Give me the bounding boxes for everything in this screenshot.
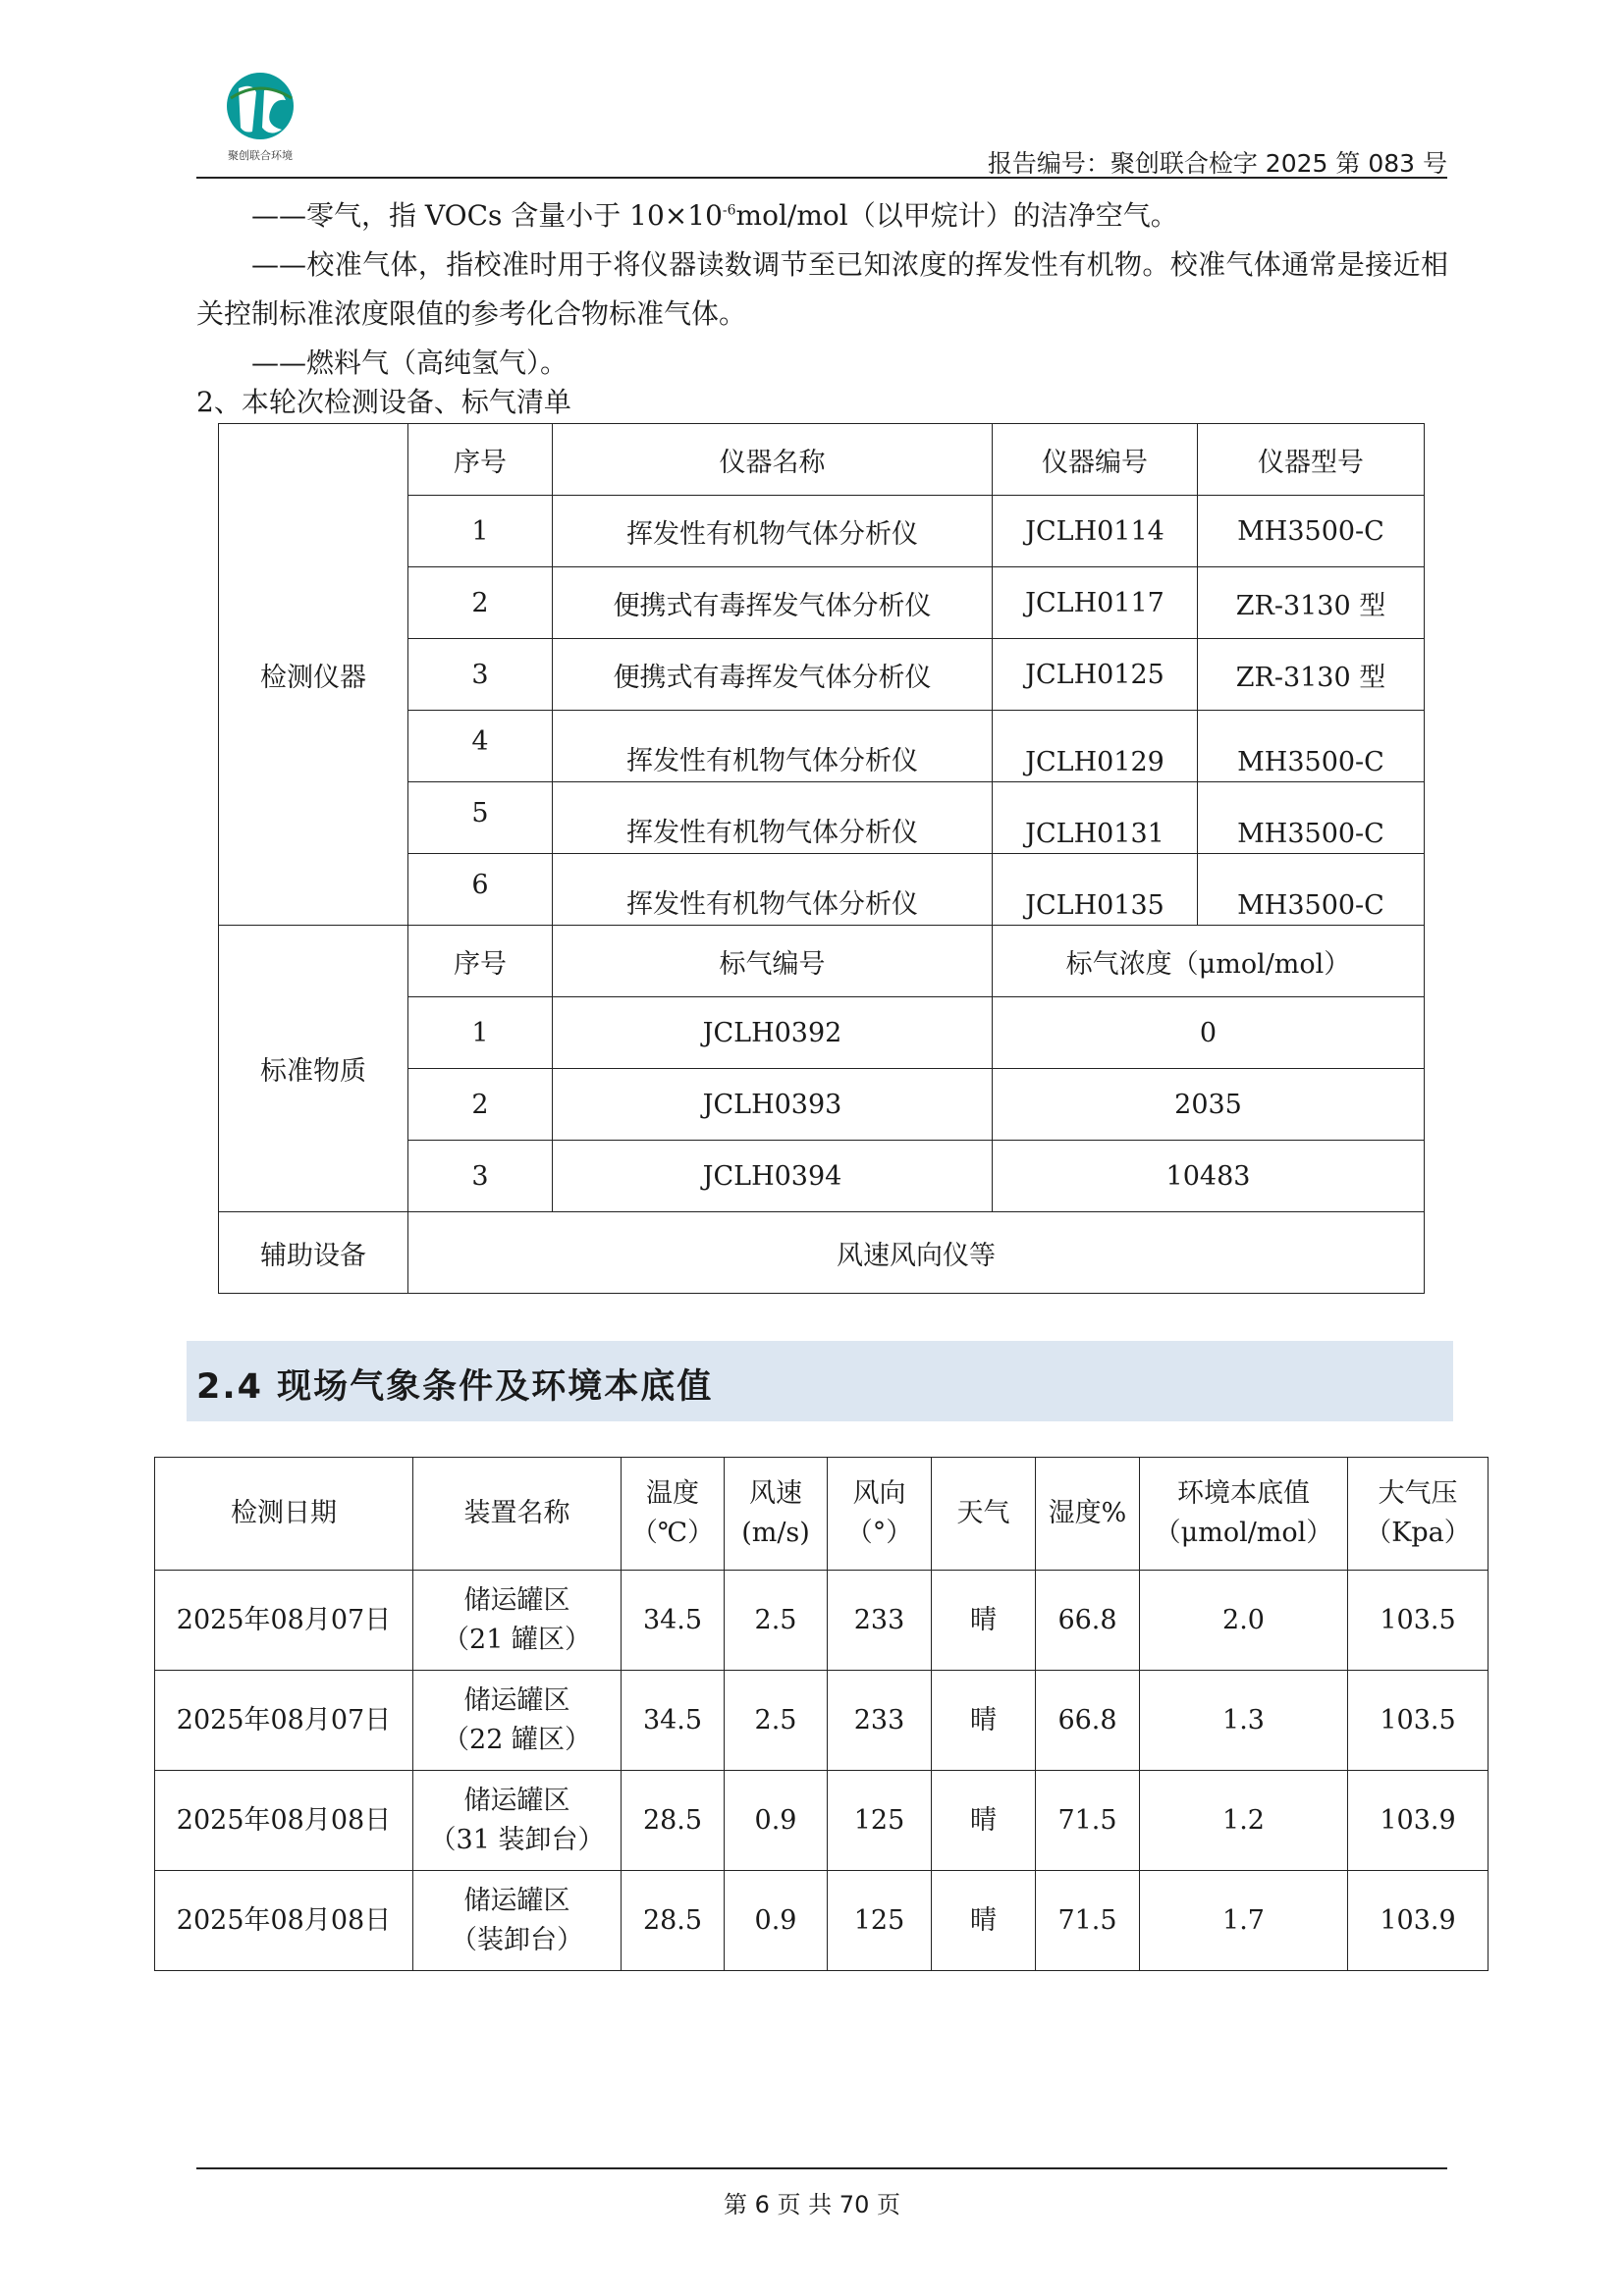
table-cell: 2.0 xyxy=(1140,1571,1348,1671)
table-cell: 6 xyxy=(408,854,553,926)
table-cell: 71.5 xyxy=(1036,1771,1140,1871)
header-cell: 检测日期 xyxy=(155,1458,413,1571)
svg-text:聚创联合环境: 聚创联合环境 xyxy=(228,149,293,162)
table-cell: 挥发性有机物气体分析仪 xyxy=(553,711,993,782)
table-row xyxy=(155,1671,1489,1771)
table-cell: 125 xyxy=(828,1771,932,1871)
header-cell: 温度 （℃） xyxy=(622,1458,725,1571)
table-cell: 71.5 xyxy=(1036,1871,1140,1971)
section-24-title: 2.4 现场气象条件及环境本底值 xyxy=(196,1367,714,1407)
table-cell: 125 xyxy=(828,1871,932,1971)
table-cell: MH3500-C xyxy=(1198,496,1425,567)
logo-mark-icon xyxy=(201,69,319,167)
page-number: 第 6 页 共 70 页 xyxy=(724,2191,900,2218)
table-cell: JCLH0135 xyxy=(993,854,1198,926)
table-cell: 储运罐区 （21 罐区） xyxy=(413,1571,622,1671)
table-cell: 66.8 xyxy=(1036,1671,1140,1771)
table-cell: 储运罐区 （22 罐区） xyxy=(413,1671,622,1771)
standards-label: 标准物质 xyxy=(219,926,408,1212)
header-cell: 装置名称 xyxy=(413,1458,622,1571)
table-cell: 103.5 xyxy=(1348,1671,1489,1771)
table-cell: 66.8 xyxy=(1036,1571,1140,1671)
table-cell: 挥发性有机物气体分析仪 xyxy=(553,782,993,854)
instruments-label: 检测仪器 xyxy=(219,424,408,926)
table-row xyxy=(155,1871,1489,1971)
table-cell: 5 xyxy=(408,782,553,854)
table-cell: 2025年08月08日 xyxy=(155,1771,413,1871)
table-cell: 3 xyxy=(408,639,553,711)
table-cell: 34.5 xyxy=(622,1671,725,1771)
header-cell: 湿度% xyxy=(1036,1458,1140,1571)
footer-divider xyxy=(196,2167,1447,2169)
table-cell: 2 xyxy=(408,567,553,639)
table-cell: 1 xyxy=(408,997,553,1069)
table-cell: 晴 xyxy=(932,1571,1036,1671)
equipment-section-title: 2、本轮次检测设备、标气清单 xyxy=(196,386,571,418)
table-cell: JCLH0393 xyxy=(553,1069,993,1141)
table-cell: 晴 xyxy=(932,1771,1036,1871)
header-cell: 大气压 （Kpa） xyxy=(1348,1458,1489,1571)
table-cell: MH3500-C xyxy=(1198,782,1425,854)
table-cell: 2.5 xyxy=(725,1671,828,1771)
table-cell: 便携式有毒挥发气体分析仪 xyxy=(553,639,993,711)
fuel-gas-definition: ——燃料气（高纯氢气）。 xyxy=(251,347,568,379)
table-header-row xyxy=(155,1458,1489,1571)
table-cell: 2025年08月08日 xyxy=(155,1871,413,1971)
header-cell: 序号 xyxy=(408,424,553,496)
table-cell: 3 xyxy=(408,1141,553,1212)
table-cell: 2025年08月07日 xyxy=(155,1671,413,1771)
table-cell: 0.9 xyxy=(725,1771,828,1871)
table-cell: 10483 xyxy=(993,1141,1425,1212)
aux-value: 风速风向仪等 xyxy=(408,1212,1425,1294)
table-cell: 2 xyxy=(408,1069,553,1141)
table-cell: 34.5 xyxy=(622,1571,725,1671)
table-cell: ZR-3130 型 xyxy=(1198,567,1425,639)
table-cell: JCLH0125 xyxy=(993,639,1198,711)
table-cell: MH3500-C xyxy=(1198,854,1425,926)
table-cell: 1 xyxy=(408,496,553,567)
table-cell: MH3500-C xyxy=(1198,711,1425,782)
table-cell: 挥发性有机物气体分析仪 xyxy=(553,496,993,567)
definitions-block xyxy=(196,191,1448,388)
table-cell: 1.3 xyxy=(1140,1671,1348,1771)
table-cell: 2025年08月07日 xyxy=(155,1571,413,1671)
table-cell: JCLH0394 xyxy=(553,1141,993,1212)
table-cell: 便携式有毒挥发气体分析仪 xyxy=(553,567,993,639)
table-row xyxy=(155,1771,1489,1871)
table-cell: 103.9 xyxy=(1348,1771,1489,1871)
table-cell: JCLH0129 xyxy=(993,711,1198,782)
table-cell: JCLH0131 xyxy=(993,782,1198,854)
zero-gas-definition: ——零气，指 VOCs 含量小于 $10\times 10^{-6}mol/mol$（以甲烷计）的洁净空气。 xyxy=(251,199,1178,232)
table-cell: 233 xyxy=(828,1571,932,1671)
company-logo xyxy=(201,69,319,167)
equipment-table xyxy=(218,423,1425,1294)
calibration-gas-definition: ——校准气体，指校准时用于将仪器读数调节至已知浓度的挥发性有机物。校准气体通常是接近相关控制标准浓度限值的参考化合物标准气体。 xyxy=(196,248,1448,330)
table-row xyxy=(155,1571,1489,1671)
report-number: 报告编号：聚创联合检字 2025 第 083 号 xyxy=(987,149,1447,178)
header-cell: 标气编号 xyxy=(553,926,993,997)
table-cell: JCLH0117 xyxy=(993,567,1198,639)
table-cell: 2035 xyxy=(993,1069,1425,1141)
table-cell: 2.5 xyxy=(725,1571,828,1671)
table-cell: 挥发性有机物气体分析仪 xyxy=(553,854,993,926)
header-cell: 序号 xyxy=(408,926,553,997)
header-divider xyxy=(196,177,1447,179)
table-cell: 103.9 xyxy=(1348,1871,1489,1971)
table-cell: 晴 xyxy=(932,1871,1036,1971)
header-cell: 标气浓度（μmol/mol） xyxy=(993,926,1425,997)
table-cell: 储运罐区 （装卸台） xyxy=(413,1871,622,1971)
table-cell: 1.7 xyxy=(1140,1871,1348,1971)
table-cell: 0 xyxy=(993,997,1425,1069)
table-cell: 28.5 xyxy=(622,1871,725,1971)
table-cell: JCLH0114 xyxy=(993,496,1198,567)
weather-table xyxy=(154,1457,1489,1971)
header-cell: 仪器编号 xyxy=(993,424,1198,496)
header-cell: 天气 xyxy=(932,1458,1036,1571)
table-cell: 1.2 xyxy=(1140,1771,1348,1871)
table-cell: 0.9 xyxy=(725,1871,828,1971)
table-cell: 晴 xyxy=(932,1671,1036,1771)
table-cell: 233 xyxy=(828,1671,932,1771)
aux-label: 辅助设备 xyxy=(219,1212,408,1294)
table-cell: ZR-3130 型 xyxy=(1198,639,1425,711)
header-cell: 仪器型号 xyxy=(1198,424,1425,496)
table-cell: JCLH0392 xyxy=(553,997,993,1069)
table-cell: 103.5 xyxy=(1348,1571,1489,1671)
table-row xyxy=(219,1212,1425,1294)
table-cell: 28.5 xyxy=(622,1771,725,1871)
table-cell: 储运罐区 （31 装卸台） xyxy=(413,1771,622,1871)
table-row xyxy=(219,424,1425,496)
header-cell: 风速 (m/s) xyxy=(725,1458,828,1571)
header-cell: 风向 （°） xyxy=(828,1458,932,1571)
header-cell: 仪器名称 xyxy=(553,424,993,496)
table-row xyxy=(219,926,1425,997)
table-cell: 4 xyxy=(408,711,553,782)
header-cell: 环境本底值 （μmol/mol） xyxy=(1140,1458,1348,1571)
